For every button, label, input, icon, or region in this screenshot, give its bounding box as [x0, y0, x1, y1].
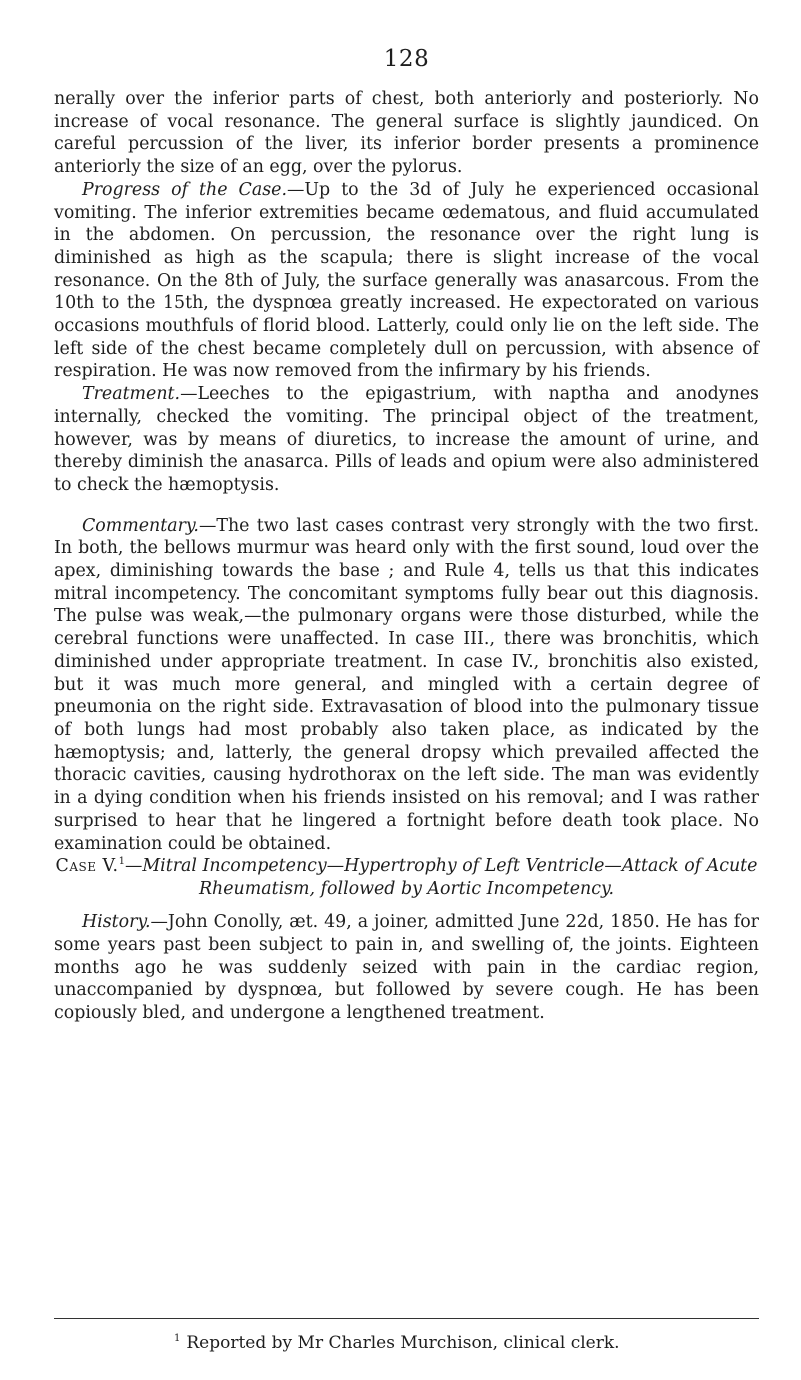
commentary-label: Commentary.: [82, 515, 199, 536]
progress-label: Progress of the Case.: [82, 179, 287, 200]
case-heading: [54, 855, 759, 901]
history-text: —John Conolly, æt. 49, a joiner, admitted June 22d, 1850. He has for some years past been subject to pain in, and swelling of, the joints. Eighteen months ago he was suddenly seized with pain in the cardiac region, unaccompanied by dyspnœa, but followed by severe cough. He has been copiously bled, and undergone a lengthened treatment.: [54, 912, 759, 1024]
body-text: [54, 88, 759, 1025]
footnote-divider: [54, 1318, 759, 1319]
treatment-label: Treatment.: [82, 384, 181, 405]
paragraph-history: [54, 911, 759, 1025]
paragraph-progress: [54, 179, 759, 383]
case-title: —Mitral Incompetency—Hypertrophy of Left Ventricle—Attack of Acute Rheumatism, followed by Aortic Incompetency.: [124, 856, 758, 900]
page-number: 128: [383, 46, 430, 72]
paragraph-chest-exam: nerally over the inferior parts of chest, both anteriorly and posteriorly. No increase of vocal resonance. The general surface is slightly jaundiced. On careful percussion of the liver, its inferior border presents a prominence anteriorly the size of an egg, over the pylorus.: [54, 89, 759, 178]
history-label: History.: [82, 912, 151, 933]
footnote-mark: 1: [174, 1333, 181, 1345]
paragraph-treatment: [54, 383, 759, 497]
footnote-text: Reported by Mr Charles Murchison, clinical clerk.: [186, 1333, 620, 1353]
paragraph-commentary: [54, 515, 759, 856]
book-page: [54, 0, 759, 1380]
footnote: [174, 1332, 620, 1354]
footnote-reference-mark: 1: [118, 856, 125, 868]
commentary-text: —The two last cases contrast very strongly with the two first. In both, the bellows murmur was heard only with the first sound, loud over the apex, diminishing towards the base ; and Rule 4, tells us that this indicates mitral incompetency. The concomitant symptoms fully bear out this diagnosis. The pulse was weak,—the pulmonary organs were those disturbed, while the cerebral functions were unaffected. In case III., there was bronchitis, which diminished under appropriate treatment. In case IV., bronchitis also existed, but it was much more general, and mingled with a certain degree of pneumonia on the right side. Extravasation of blood into the pulmonary tissue of both lungs had most probably also taken place, as indicated by the hæmoptysis; and, latterly, the general dropsy which prevailed affected the thoracic cavities, causing hydrothorax on the left side. The man was evidently in a dying condition when his friends insisted on his removal; and I was rather surprised to hear that he lingered a fortnight before death took place. No examination could be obtained.: [54, 515, 759, 854]
progress-text: —Up to the 3d of July he experienced occasional vomiting. The inferior extremities became œdematous, and fluid accumulated in the abdomen. On percussion, the resonance over the right lung is diminished as high as the scapula; there is slight increase of the vocal resonance. On the 8th of July, the surface generally was anasarcous. From the 10th to the 15th, the dyspnœa greatly increased. He expectorated on various occasions mouthfuls of florid blood. Latterly, could only lie on the left side. The left side of the chest became completely dull on percussion, with absence of respiration. He was now removed from the infirmary by his friends.: [54, 179, 759, 382]
treatment-text: —Leeches to the epigastrium, with naptha and anodynes internally, checked the vomiting. The principal object of the treatment, however, was by means of diuretics, to increase the amount of urine, and thereby diminish the anasarca. Pills of leads and opium were also administered to check the hæmoptysis.: [54, 384, 759, 495]
case-label: Case V.: [55, 856, 119, 877]
